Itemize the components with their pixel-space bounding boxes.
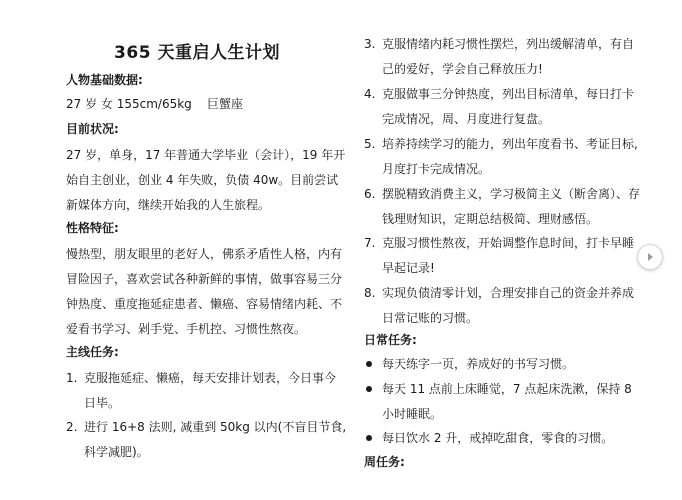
task-number: 6.: [364, 187, 376, 201]
task-number: 3.: [364, 37, 376, 51]
task-number: 4.: [364, 87, 376, 101]
page-title: 365 天重启人生计划: [114, 43, 280, 63]
next-page-button[interactable]: [637, 244, 663, 270]
status-heading: 目前状况:: [66, 122, 119, 136]
task-line: 完成情况，周、月度进行复盘。: [382, 112, 551, 126]
task-line: 培养持续学习的能力，列出年度看书、考证目标,: [382, 137, 638, 151]
personality-line: 钟热度、重度拖延症患者、懒癌、容易情绪内耗、不: [66, 297, 343, 311]
status-line: 27 岁，单身，17 年普通大学毕业（会计），19 年开: [66, 148, 346, 162]
personality-line: 冒险因子，喜欢尝试各种新鲜的事情，做事容易三分: [66, 272, 343, 286]
status-line: 始自主创业，创业 4 年失败，负债 40w。目前尝试: [66, 173, 339, 187]
task-number: 5.: [364, 137, 376, 151]
bullet-icon: [366, 435, 372, 441]
chevron-right-icon: [644, 251, 656, 263]
task-line: 摆脱精致消费主义，学习极简主义（断舍离）、存: [382, 187, 641, 201]
task-line: 早起记录!: [382, 261, 435, 275]
daily-task-line: 每天 11 点前上床睡觉，7 点起床洗漱，保持 8: [382, 382, 632, 396]
task-line: 月度打卡完成情况。: [382, 162, 491, 176]
personality-line: 慢热型，朋友眼里的老好人，佛系矛盾性人格，内有: [66, 247, 343, 261]
task-line: 日毕。: [84, 396, 121, 410]
task-number: 7.: [364, 236, 376, 250]
task-line: 日常记账的习惯。: [382, 311, 479, 325]
daily-tasks-heading: 日常任务:: [364, 333, 417, 347]
status-line: 新媒体方向，继续开始我的人生旅程。: [66, 198, 271, 212]
main-tasks-heading: 主线任务:: [66, 345, 119, 359]
daily-task-line: 小时睡眠。: [382, 407, 443, 421]
task-number: 2.: [66, 420, 78, 434]
bullet-icon: [366, 386, 372, 392]
weekly-tasks-heading: 周任务:: [364, 455, 405, 469]
task-line: 科学减肥)。: [84, 445, 149, 459]
task-line: 钱理财知识，定期总结极简、理财感悟。: [382, 212, 599, 226]
task-line: 克服情绪内耗习惯性摆烂，列出缓解清单，有自: [382, 37, 635, 51]
task-line: 克服拖延症、懒癌，每天安排计划表，今日事今: [84, 371, 337, 385]
daily-task-line: 每日饮水 2 升，戒掉吃甜食，零食的习惯。: [382, 431, 614, 445]
personality-heading: 性格特征:: [66, 221, 119, 235]
basic-data-text: 27 岁 女 155cm/65kg 巨蟹座: [66, 97, 244, 111]
bullet-icon: [366, 361, 372, 367]
basic-data-heading: 人物基础数据:: [66, 73, 143, 87]
daily-task-line: 每天练字一页，养成好的书写习惯。: [382, 357, 575, 371]
task-line: 克服做事三分钟热度，列出目标清单，每日打卡: [382, 87, 635, 101]
personality-line: 爱看书学习、剁手党、手机控、习惯性熬夜。: [66, 322, 307, 336]
task-number: 8.: [364, 286, 376, 300]
task-line: 进行 16+8 法则, 减重到 50kg 以内(不盲目节食,: [84, 420, 347, 434]
task-line: 实现负债清零计划，合理安排自己的资金并养成: [382, 286, 635, 300]
task-line: 己的爱好，学会自己释放压力!: [382, 62, 543, 76]
task-number: 1.: [66, 371, 78, 385]
task-line: 克服习惯性熬夜，开始调整作息时间，打卡早睡: [382, 236, 635, 250]
